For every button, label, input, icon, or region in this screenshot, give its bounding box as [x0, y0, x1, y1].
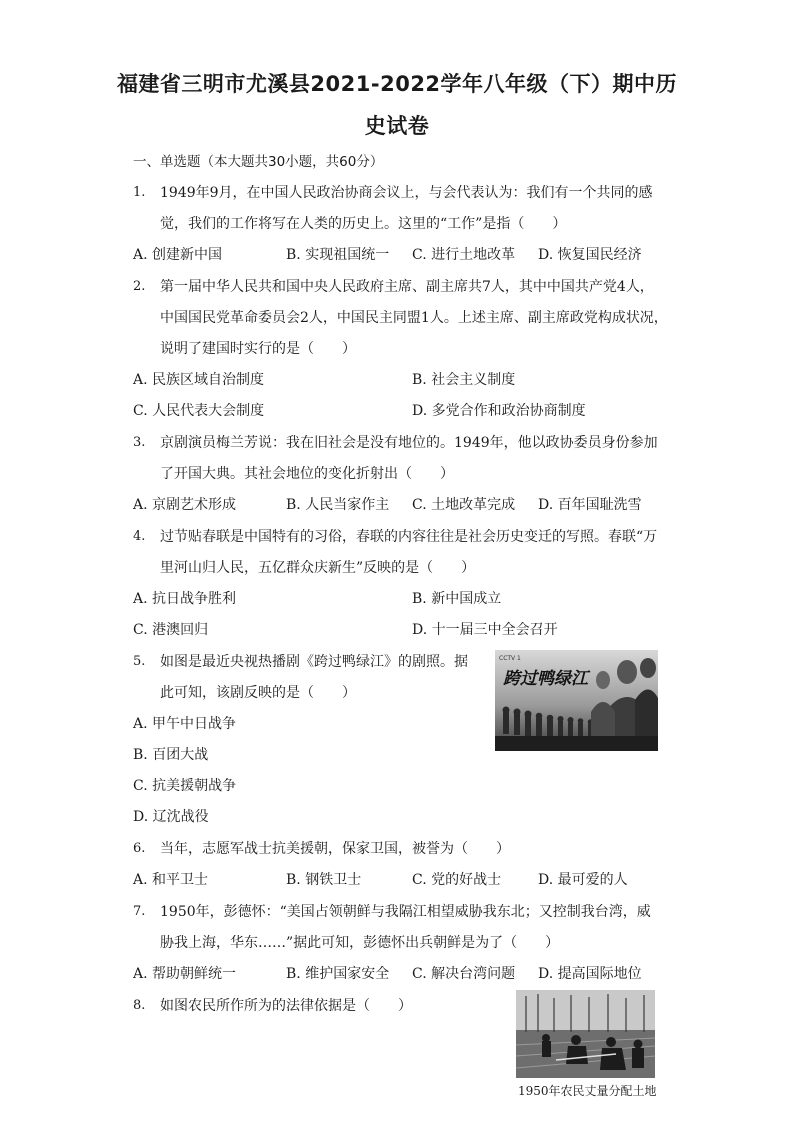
question-8-number: 8.: [133, 998, 146, 1013]
question-5-option-b[interactable]: B. 百团大战: [133, 747, 209, 763]
exam-title-line-1: 福建省三明市尤溪县2021-2022学年八年级（下）期中历: [116, 72, 678, 96]
question-3-option-d[interactable]: D. 百年国耻洗雪: [538, 497, 642, 513]
question-2-option-b[interactable]: B. 社会主义制度: [412, 372, 516, 388]
question-7-option-b[interactable]: B. 维护国家安全: [286, 966, 390, 982]
question-4-option-a[interactable]: A. 抗日战争胜利: [133, 591, 237, 607]
question-3-option-b[interactable]: B. 人民当家作主: [286, 497, 390, 513]
question-3-line-2: 了开国大典。其社会地位的变化折射出（ ）: [160, 466, 454, 482]
channel-logo-text: CCTV 1: [499, 655, 521, 662]
question-4-option-d[interactable]: D. 十一届三中全会召开: [412, 622, 558, 638]
question-6-line-1: 当年，志愿军战士抗美援朝，保家卫国，被誉为（ ）: [160, 841, 510, 857]
question-1-number: 1.: [133, 185, 146, 200]
question-4-line-2: 里河山归人民，五亿群众庆新生”反映的是（ ）: [160, 560, 476, 576]
question-6-option-d[interactable]: D. 最可爱的人: [538, 872, 628, 888]
question-8-line-1: 如图农民所作所为的法律依据是（ ）: [160, 998, 412, 1014]
question-1-option-b[interactable]: B. 实现祖国统一: [286, 247, 390, 263]
question-5-option-c[interactable]: C. 抗美援朝战争: [133, 778, 237, 794]
land-survey-caption: 1950年农民丈量分配土地: [518, 1084, 657, 1098]
question-6-option-c[interactable]: C. 党的好战士: [412, 872, 502, 888]
question-2-line-1: 第一届中华人民共和国中央人民政府主席、副主席共7人，其中中国共产党4人，: [160, 279, 654, 295]
land-survey-photo: [516, 990, 655, 1078]
question-5-option-d[interactable]: D. 辽沈战役: [133, 809, 209, 825]
question-3-option-c[interactable]: C. 土地改革完成: [412, 497, 516, 513]
question-6-option-b[interactable]: B. 钢铁卫士: [286, 872, 362, 888]
question-5-line-1: 如图是最近央视热播剧《跨过鸭绿江》的剧照。据: [160, 654, 468, 670]
question-2-line-2: 中国国民党革命委员会2人，中国民主同盟1人。上述主席、副主席政党构成状况，: [160, 310, 668, 326]
question-2-line-3: 说明了建国时实行的是（ ）: [160, 341, 356, 357]
question-6-number: 6.: [133, 841, 146, 856]
question-7-option-d[interactable]: D. 提高国际地位: [538, 966, 642, 982]
question-1-line-2: 觉，我们的工作将写在人类的历史上。这里的“工作”是指（ ）: [160, 216, 567, 232]
question-1-line-1: 1949年9月，在中国人民政治协商会议上，与会代表认为：我们有一个共同的感: [160, 185, 653, 201]
question-4-option-c[interactable]: C. 港澳回归: [133, 622, 209, 638]
land-survey-illustration: [516, 990, 655, 1078]
question-4-option-b[interactable]: B. 新中国成立: [412, 591, 502, 607]
section-heading: 一、单选题（本大题共30小题，共60分）: [133, 154, 384, 170]
question-4-number: 4.: [133, 529, 146, 544]
question-2-option-a[interactable]: A. 民族区域自治制度: [133, 372, 265, 388]
question-3-line-1: 京剧演员梅兰芳说：我在旧社会是没有地位的。1949年，他以政协委员身份参加: [160, 435, 658, 451]
question-2-option-d[interactable]: D. 多党合作和政治协商制度: [412, 403, 586, 419]
drama-title-calligraphy: 跨过鸭绿江: [503, 669, 588, 689]
drama-still-illustration: [495, 650, 658, 751]
question-7-line-1: 1950年，彭德怀：“美国占领朝鲜与我隔江相望威胁我东北；又控制我台湾，威: [160, 904, 651, 920]
question-7-number: 7.: [133, 904, 146, 919]
question-3-option-a[interactable]: A. 京剧艺术形成: [133, 497, 237, 513]
exam-title-line-2: 史试卷: [364, 114, 430, 138]
question-4-line-1: 过节贴春联是中国特有的习俗，春联的内容往往是社会历史变迁的写照。春联“万: [160, 529, 658, 545]
question-5-option-a[interactable]: A. 甲午中日战争: [133, 716, 237, 732]
question-7-line-2: 胁我上海，华东……”据此可知，彭德怀出兵朝鲜是为了（ ）: [160, 935, 560, 951]
question-1-option-a[interactable]: A. 创建新中国: [133, 247, 223, 263]
question-1-option-d[interactable]: D. 恢复国民经济: [538, 247, 642, 263]
question-2-option-c[interactable]: C. 人民代表大会制度: [133, 403, 265, 419]
question-7-option-a[interactable]: A. 帮助朝鲜统一: [133, 966, 237, 982]
question-2-number: 2.: [133, 279, 146, 294]
question-5-line-2: 此可知，该剧反映的是（ ）: [160, 685, 356, 701]
question-1-option-c[interactable]: C. 进行土地改革: [412, 247, 516, 263]
question-3-number: 3.: [133, 435, 146, 450]
question-7-option-c[interactable]: C. 解决台湾问题: [412, 966, 516, 982]
question-5-number: 5.: [133, 654, 146, 669]
question-6-option-a[interactable]: A. 和平卫士: [133, 872, 209, 888]
drama-still-photo: [495, 650, 658, 751]
